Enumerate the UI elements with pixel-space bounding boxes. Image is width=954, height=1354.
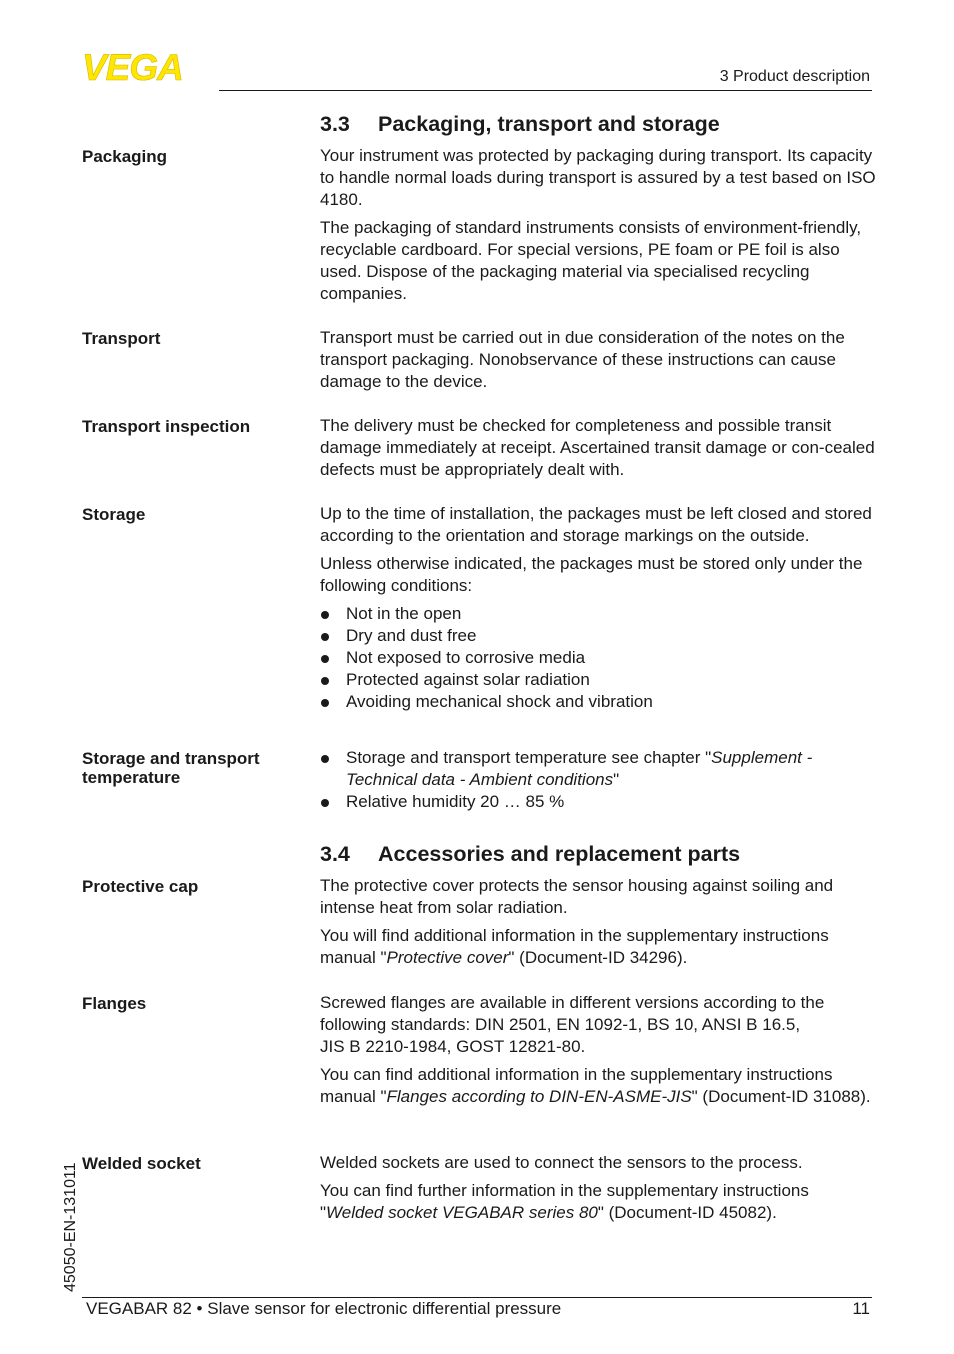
storage-conditions-list (320, 603, 876, 713)
list-item: Dry and dust free (320, 625, 876, 647)
paragraph: Screwed flanges are available in different versions according to the following standards: DIN 2501, EN 1092-1, BS 10, ANSI B 16.5, JIS B 2210-1984, GOST 12821-80. (320, 993, 825, 1056)
list-item: Storage and transport temperature see chapter "Supplement - Technical data - Ambient conditions" (320, 747, 876, 791)
paragraph: Unless otherwise indicated, the packages must be stored only under the following conditions: (320, 554, 863, 595)
document-reference: Flanges according to DIN-EN-ASME-JIS (386, 1087, 692, 1106)
header-divider (219, 90, 872, 91)
label-line: Storage and transport (82, 749, 260, 768)
list-item: Avoiding mechanical shock and vibration (320, 691, 876, 713)
paragraph: The delivery must be checked for completeness and possible transit damage immediately at receipt. Ascertained transit damage or con-cealed defects must be appropriately dealt with. (320, 416, 875, 479)
storage-temperature-list (320, 747, 876, 813)
label-flanges: Flanges (82, 994, 147, 1013)
paragraph: Transport must be carried out in due consideration of the notes on the transport packaging. Nonobservance of these instructions can cause damage to the device. (320, 328, 845, 391)
document-id: 45050-EN-131011 (62, 1162, 79, 1292)
paragraph: You will find additional information in the supplementary instructions manual "Protective cover" (Document-ID 34296). (320, 926, 829, 967)
list-item: Not exposed to corrosive media (320, 647, 876, 669)
footer-document-title: VEGABAR 82 • Slave sensor for electronic differential pressure (86, 1299, 562, 1318)
svg-text:VEGA: VEGA (82, 52, 183, 82)
paragraph: Welded sockets are used to connect the sensors to the process. (320, 1153, 803, 1172)
transport-inspection-content (320, 415, 876, 487)
list-item: Protected against solar radiation (320, 669, 876, 691)
section-title: Accessories and replacement parts (378, 842, 741, 866)
label-packaging: Packaging (82, 147, 168, 166)
section-heading-3-4 (320, 842, 740, 867)
storage-temperature-content (320, 747, 876, 813)
label-transport: Transport (82, 329, 161, 348)
protective-cap-content (320, 875, 876, 975)
list-item: Not in the open (320, 603, 876, 625)
paragraph: The packaging of standard instruments consists of environment-friendly, recyclable cardboard. For special versions, PE foam or PE foil is also used. Dispose of the packaging material via specialised recycling companies. (320, 218, 862, 303)
paragraph: Up to the time of installation, the packages must be left closed and stored according to the orientation and storage markings on the outside. (320, 504, 872, 545)
document-reference: Welded socket VEGABAR series 80 (326, 1203, 598, 1222)
paragraph: The protective cover protects the sensor housing against soiling and intense heat from solar radiation. (320, 876, 834, 917)
document-reference: Protective cover (386, 948, 509, 967)
paragraph: Your instrument was protected by packaging during transport. Its capacity to handle normal loads during transport is assured by a test based on ISO 4180. (320, 146, 876, 209)
paragraph: You can find additional information in the supplementary instructions manual "Flanges according to DIN-EN-ASME-JIS" (Document-ID 31088). (320, 1065, 871, 1106)
document-reference: Supplement - Technical data - Ambient conditions (346, 748, 813, 789)
label-protective-cap: Protective cap (82, 877, 199, 896)
storage-content (320, 503, 876, 713)
vega-logo (82, 52, 212, 82)
section-number: 3.4 (320, 842, 350, 866)
page-number: 11 (852, 1299, 870, 1318)
header-section-title: 3 Product description (719, 68, 870, 85)
packaging-content (320, 145, 876, 311)
label-line: temperature (82, 768, 181, 787)
list-item: Relative humidity 20 … 85 % (320, 791, 876, 813)
label-welded-socket: Welded socket (82, 1154, 201, 1173)
label-storage-transport-temperature (82, 749, 302, 787)
footer-divider (82, 1297, 872, 1298)
section-heading-3-3 (320, 112, 720, 137)
section-number: 3.3 (320, 112, 350, 136)
label-transport-inspection: Transport inspection (82, 417, 251, 436)
transport-content (320, 327, 876, 399)
flanges-content (320, 992, 876, 1114)
section-title: Packaging, transport and storage (378, 112, 720, 136)
label-storage: Storage (82, 505, 146, 524)
paragraph: You can find further information in the supplementary instructions "Welded socket VEGABAR series 80" (Document-ID 45082). (320, 1181, 809, 1222)
welded-socket-content (320, 1152, 876, 1230)
